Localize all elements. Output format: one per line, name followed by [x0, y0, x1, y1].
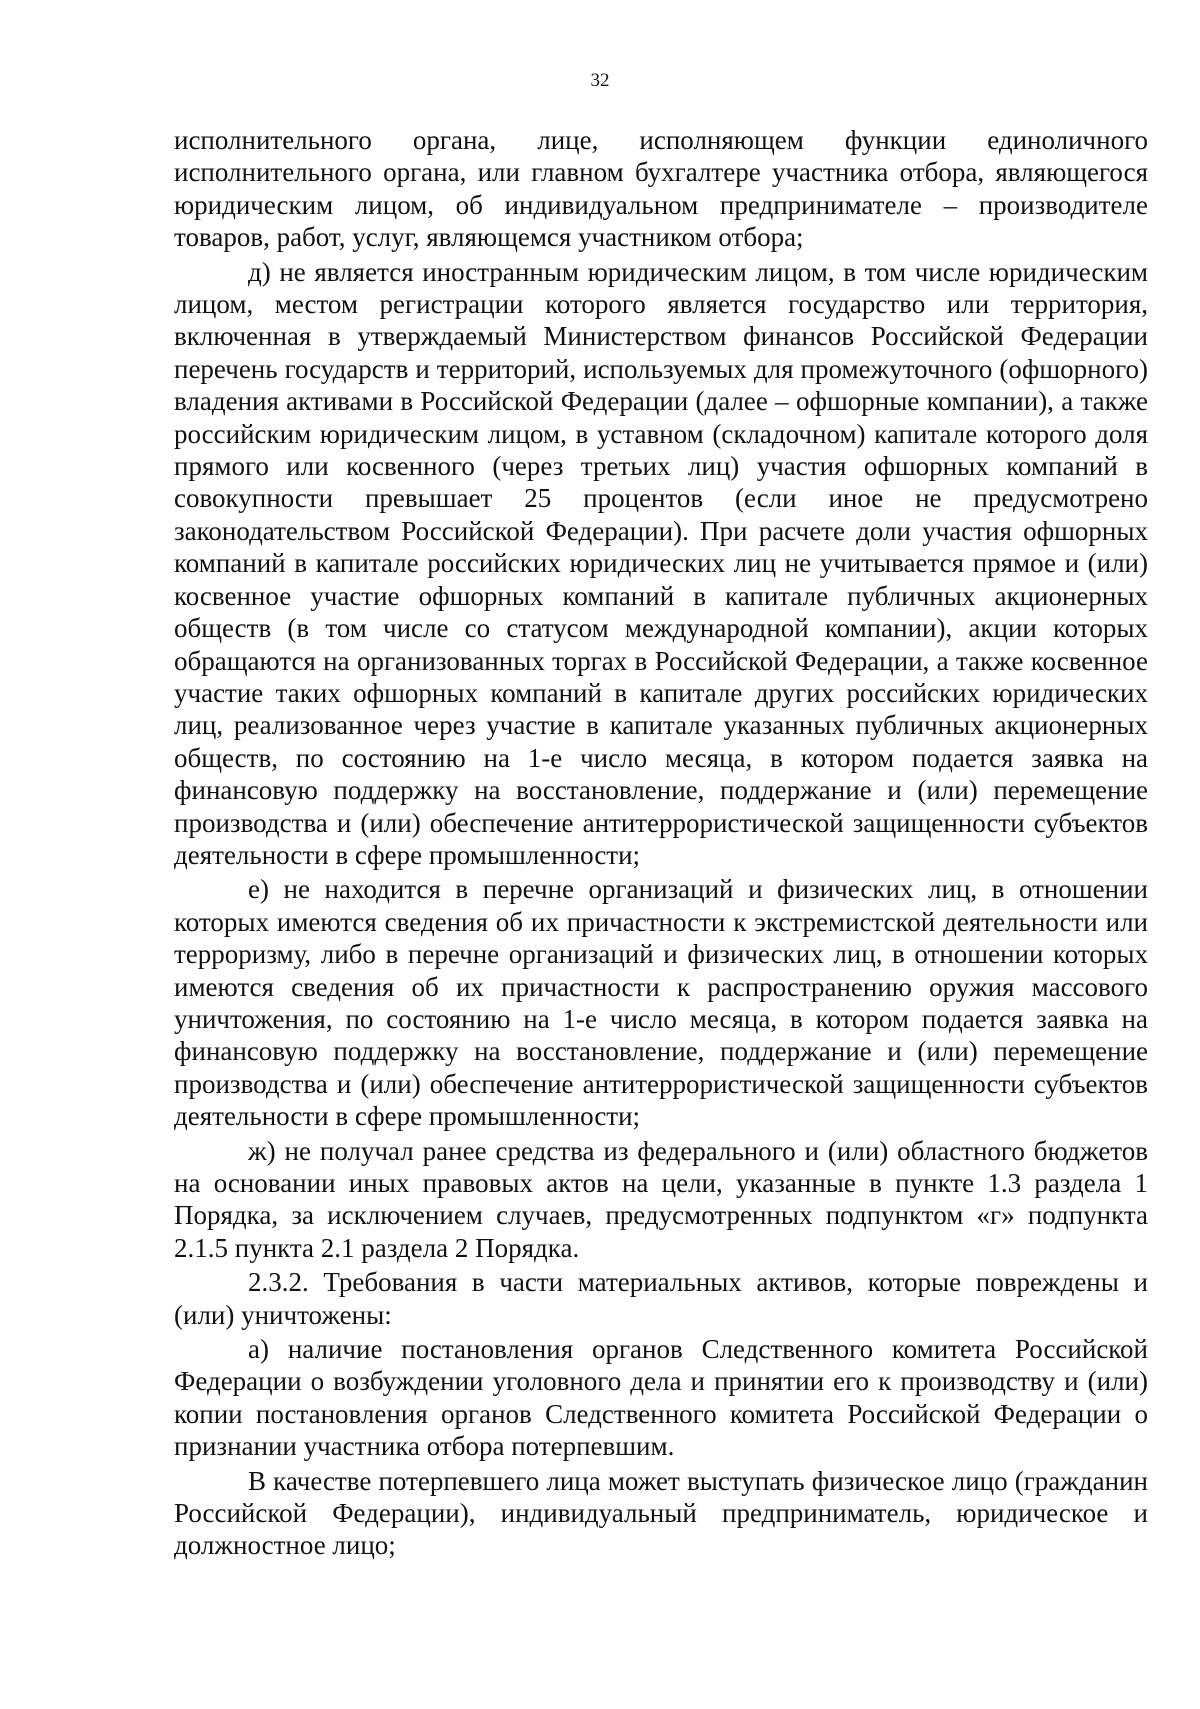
paragraph-item-e: е) не находится в перечне организаций и физических лиц, в отношении которых имеются сведения об их причастности к экстремистской деятельности или терроризму, либо в перечне организаций и физических лиц, в отношении которых имеются сведения об их причастности к распространению оружия массового уничтожения, по состоянию на 1-е число месяца, в котором подается заявка на финансовую поддержку на восстановление, поддержание и (или) перемещение производства и (или) обеспечение антитеррористической защищенности субъектов деятельности в сфере промышленности; [174, 874, 1148, 1132]
paragraph-continuation: исполнительного органа, лице, исполняющем функции единоличного исполнительного органа, или главном бухгалтере участника отбора, являющегося юридическим лицом, об индивидуальном предпринимателе – производителе товаров, работ, услуг, являющемся участником отбора; [174, 125, 1148, 253]
paragraph-section-2-3-2: 2.3.2. Требования в части материальных активов, которые повреждены и (или) уничтожены: [174, 1267, 1148, 1330]
paragraph-victim-note: В качестве потерпевшего лица может выступать физическое лицо (гражданин Российской Федерации), индивидуальный предприниматель, юридическое и должностное лицо; [174, 1465, 1148, 1561]
paragraph-item-zh: ж) не получал ранее средства из федерального и (или) областного бюджетов на основании иных правовых актов на цели, указанные в пункте 1.3 раздела 1 Порядка, за исключением случаев, предусмотренных подпунктом «г» подпункта 2.1.5 пункта 2.1 раздела 2 Порядка. [174, 1135, 1148, 1263]
document-body [174, 124, 1148, 1562]
paragraph-item-a: а) наличие постановления органов Следственного комитета Российской Федерации о возбуждении уголовного дела и принятии его к производству и (или) копии постановления органов Следственного комитета Российской Федерации о признании участника отбора потерпевшим. [174, 1334, 1148, 1462]
page-number: 32 [590, 70, 610, 91]
paragraph-item-d: д) не является иностранным юридическим лицом, в том числе юридическим лицом, местом регистрации которого является государство или территория, включенная в утверждаемый Министерством финансов Российской Федерации перечень государств и территорий, используемых для промежуточного (офшорного) владения активами в Российской Федерации (далее – офшорные компании), а также российским юридическим лицом, в уставном (складочном) капитале которого доля прямого или косвенного (через третьих лиц) участия офшорных компаний в совокупности превышает 25 процентов (если иное не предусмотрено законодательством Российской Федерации). При расчете доли участия офшорных компаний в капитале российских юридических лиц не учитывается прямое и (или) косвенное участие офшорных компаний в капитале публичных акционерных обществ (в том числе со статусом международной компании), акции которых обращаются на организованных торгах в Российской Федерации, а также косвенное участие таких офшорных компаний в капитале других российских юридических лиц, реализованное через участие в капитале указанных публичных акционерных обществ, по состоянию на 1-е число месяца, в котором подается заявка на финансовую поддержку на восстановление, поддержание и (или) перемещение производства и (или) обеспечение антитеррористической защищенности субъектов деятельности в сфере промышленности; [174, 256, 1148, 870]
